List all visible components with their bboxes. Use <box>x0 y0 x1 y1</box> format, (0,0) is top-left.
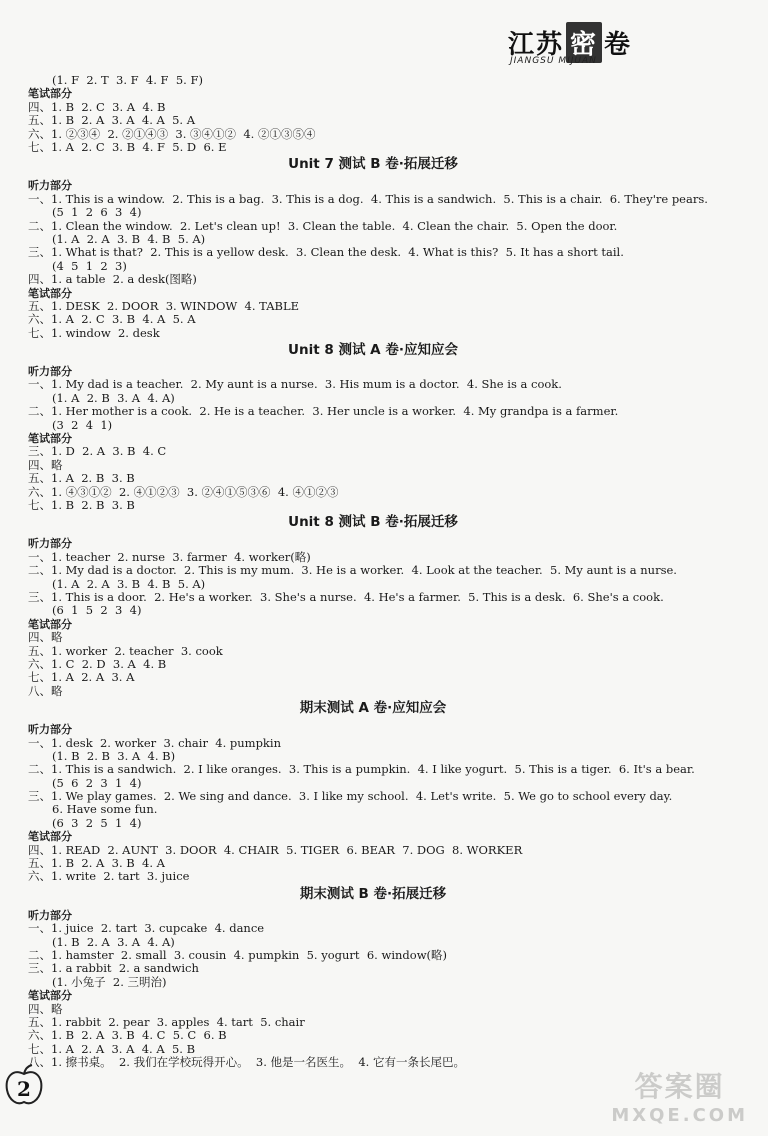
section-title: 期末测试 A 卷·应知应会 <box>299 700 447 717</box>
answer-line: 二、1. Clean the window. 2. Let's clean up! 3. Clean the table. 4. Clean the chair. 5. Open the door. <box>28 218 618 233</box>
section-title: Unit 8 测试 B 卷·拓展迁移 <box>288 514 458 531</box>
watermark <box>611 1065 748 1126</box>
answer-line: 六、1. B 2. A 3. B 4. C 5. C 6. B <box>28 1028 227 1043</box>
answer-line: 七、1. A 2. C 3. B 4. F 5. D 6. E <box>28 139 227 154</box>
answer-line: 五、1. B 2. A 3. A 4. A 5. A <box>28 113 196 128</box>
answer-line: 一、1. This is a window. 2. This is a bag. 3. This is a dog. 4. This is a sandwich. 5. This is a chair. 6. They're pears. <box>28 191 708 206</box>
top-lines <box>28 74 718 87</box>
listening-label: 听力部分 <box>28 179 72 193</box>
answer-line: 四、1. B 2. C 3. A 4. B <box>28 99 166 114</box>
answer-line: (1. F 2. T 3. F 4. F 5. F) <box>52 73 203 87</box>
brand-text-boxed: 密 <box>566 22 602 63</box>
answer-line: 五、1. worker 2. teacher 3. cook <box>28 643 223 658</box>
listening-label: 听力部分 <box>28 365 72 379</box>
section-5-written <box>28 1003 718 1070</box>
section-title: Unit 8 测试 A 卷·应知应会 <box>288 342 458 359</box>
answer-line: 六、1. C 2. D 3. A 4. B <box>28 656 167 671</box>
answer-line: 六、1. ②③④ 2. ②①④③ 3. ③④①② 4. ②①③⑤④ <box>28 126 316 141</box>
answer-line: 三、1. a rabbit 2. a sandwich <box>28 961 199 976</box>
answer-line: 四、略 <box>28 630 63 645</box>
section-2-listening <box>28 378 718 432</box>
written-label: 笔试部分 <box>28 830 72 844</box>
answer-line: (6 1 5 2 3 4) <box>52 603 142 618</box>
answer-line: 三、1. What is that? 2. This is a yellow desk. 3. Clean the desk. 4. What is this? 5. It has a short tail. <box>28 245 624 260</box>
answer-line: (3 2 4 1) <box>52 417 113 432</box>
answer-line: (1. B 2. A 3. A 4. A) <box>52 934 175 949</box>
section-5-listening <box>28 922 718 989</box>
written-label: 笔试部分 <box>28 617 72 631</box>
answer-line: (1. A 2. A 3. B 4. B 5. A) <box>52 231 206 246</box>
section-3-written <box>28 631 718 698</box>
section-title: Unit 7 测试 B 卷·拓展迁移 <box>288 156 458 173</box>
answer-line: (1. A 2. A 3. B 4. B 5. A) <box>52 576 206 591</box>
brand-logo <box>508 22 708 72</box>
answer-line: 七、1. B 2. B 3. B <box>28 498 135 513</box>
answer-line: (5 1 2 6 3 4) <box>52 205 142 220</box>
answer-line: 四、1. READ 2. AUNT 3. DOOR 4. CHAIR 5. TIGER 6. BEAR 7. DOG 8. WORKER <box>28 842 523 857</box>
answer-line: 二、1. Her mother is a cook. 2. He is a teacher. 3. Her uncle is a worker. 4. My grandpa is a farmer. <box>28 404 619 419</box>
apple-icon <box>4 1064 44 1108</box>
answer-key-content <box>28 74 718 1070</box>
answer-line: 六、1. ④③①② 2. ④①②③ 3. ②④①⑤③⑥ 4. ④①②③ <box>28 484 339 499</box>
watermark-line-1: 答案圈 <box>634 1070 725 1103</box>
section-0-written <box>28 101 718 155</box>
answer-line: 6. Have some fun. <box>52 802 158 817</box>
written-label: 笔试部分 <box>28 87 72 101</box>
answer-line: 二、1. My dad is a doctor. 2. This is my mum. 3. He is a worker. 4. Look at the teacher. 5. My aunt is a nurse. <box>28 563 677 578</box>
answer-line: 一、1. juice 2. tart 3. cupcake 4. dance <box>28 921 265 936</box>
answer-line: (6 3 2 5 1 4) <box>52 815 142 830</box>
answer-line: 一、1. teacher 2. nurse 3. farmer 4. worker(略) <box>28 549 311 564</box>
answer-line: 三、1. D 2. A 3. B 4. C <box>28 444 167 459</box>
section-title: 期末测试 B 卷·拓展迁移 <box>299 885 447 902</box>
section-4-listening <box>28 737 718 831</box>
answer-line: (1. 小兔子 2. 三明治) <box>52 974 167 989</box>
written-label: 笔试部分 <box>28 286 72 300</box>
answer-line: 七、1. A 2. A 3. A 4. A 5. B <box>28 1041 196 1056</box>
brand-english-title: JIANGSU MIJUAN <box>510 56 597 66</box>
listening-label: 听力部分 <box>28 537 72 551</box>
answer-line: (1. A 2. B 3. A 4. A) <box>52 390 175 405</box>
answer-line: 二、1. hamster 2. small 3. cousin 4. pumpkin 5. yogurt 6. window(略) <box>28 948 448 963</box>
answer-line: 七、1. window 2. desk <box>28 325 160 340</box>
answer-line: 四、略 <box>28 457 63 472</box>
answer-line: 六、1. A 2. C 3. B 4. A 5. A <box>28 312 196 327</box>
answer-line: 一、1. desk 2. worker 3. chair 4. pumpkin <box>28 735 281 750</box>
brand-text-left: 江苏 <box>508 30 565 60</box>
written-label: 笔试部分 <box>28 989 72 1003</box>
answer-line: 二、1. This is a sandwich. 2. I like oranges. 3. This is a pumpkin. 4. I like yogurt. 5. This is a tiger. 6. It's a bear. <box>28 762 695 777</box>
answer-line: 三、1. This is a door. 2. He's a worker. 3. She's a nurse. 4. He's a farmer. 5. This is a desk. 6. She's a cook. <box>28 589 664 604</box>
answer-line: (5 6 2 3 1 4) <box>52 775 142 790</box>
answer-line: (1. B 2. B 3. A 4. B) <box>52 748 176 763</box>
answer-line: 七、1. A 2. A 3. A <box>28 670 135 685</box>
answer-line: (4 5 1 2 3) <box>52 258 127 273</box>
page-number-badge <box>4 1064 44 1108</box>
section-2-written <box>28 445 718 512</box>
listening-label: 听力部分 <box>28 908 72 922</box>
answer-line: 三、1. We play games. 2. We sing and dance. 3. I like my school. 4. Let's write. 5. We go to school every day. <box>28 789 673 804</box>
answer-line: 一、1. My dad is a teacher. 2. My aunt is a nurse. 3. His mum is a doctor. 4. She is a cook. <box>28 377 562 392</box>
written-label: 笔试部分 <box>28 432 72 446</box>
section-3-listening <box>28 551 718 618</box>
answer-line: 五、1. rabbit 2. pear 3. apples 4. tart 5. chair <box>28 1015 305 1029</box>
brand-text-right: 卷 <box>604 30 633 60</box>
listening-label: 听力部分 <box>28 723 72 737</box>
watermark-line-2: MXQE.COM <box>611 1105 748 1126</box>
answer-line: 八、略 <box>28 683 63 698</box>
answer-line: 四、略 <box>28 1001 63 1016</box>
answer-line: 五、1. DESK 2. DOOR 3. WINDOW 4. TABLE <box>28 298 299 313</box>
section-4-written <box>28 844 718 884</box>
answer-line: 四、1. a table 2. a desk(图略) <box>28 272 197 287</box>
section-1-written <box>28 300 718 340</box>
page-number: 2 <box>17 1077 31 1101</box>
section-1-listening <box>28 193 718 287</box>
answer-line: 六、1. write 2. tart 3. juice <box>28 869 190 884</box>
answer-line: 八、1. 擦书桌。 2. 我们在学校玩得开心。 3. 他是一名医生。 4. 它有一条长尾巴。 <box>28 1055 465 1070</box>
answer-line: 五、1. A 2. B 3. B <box>28 471 135 486</box>
answer-line: 五、1. B 2. A 3. B 4. A <box>28 856 165 871</box>
